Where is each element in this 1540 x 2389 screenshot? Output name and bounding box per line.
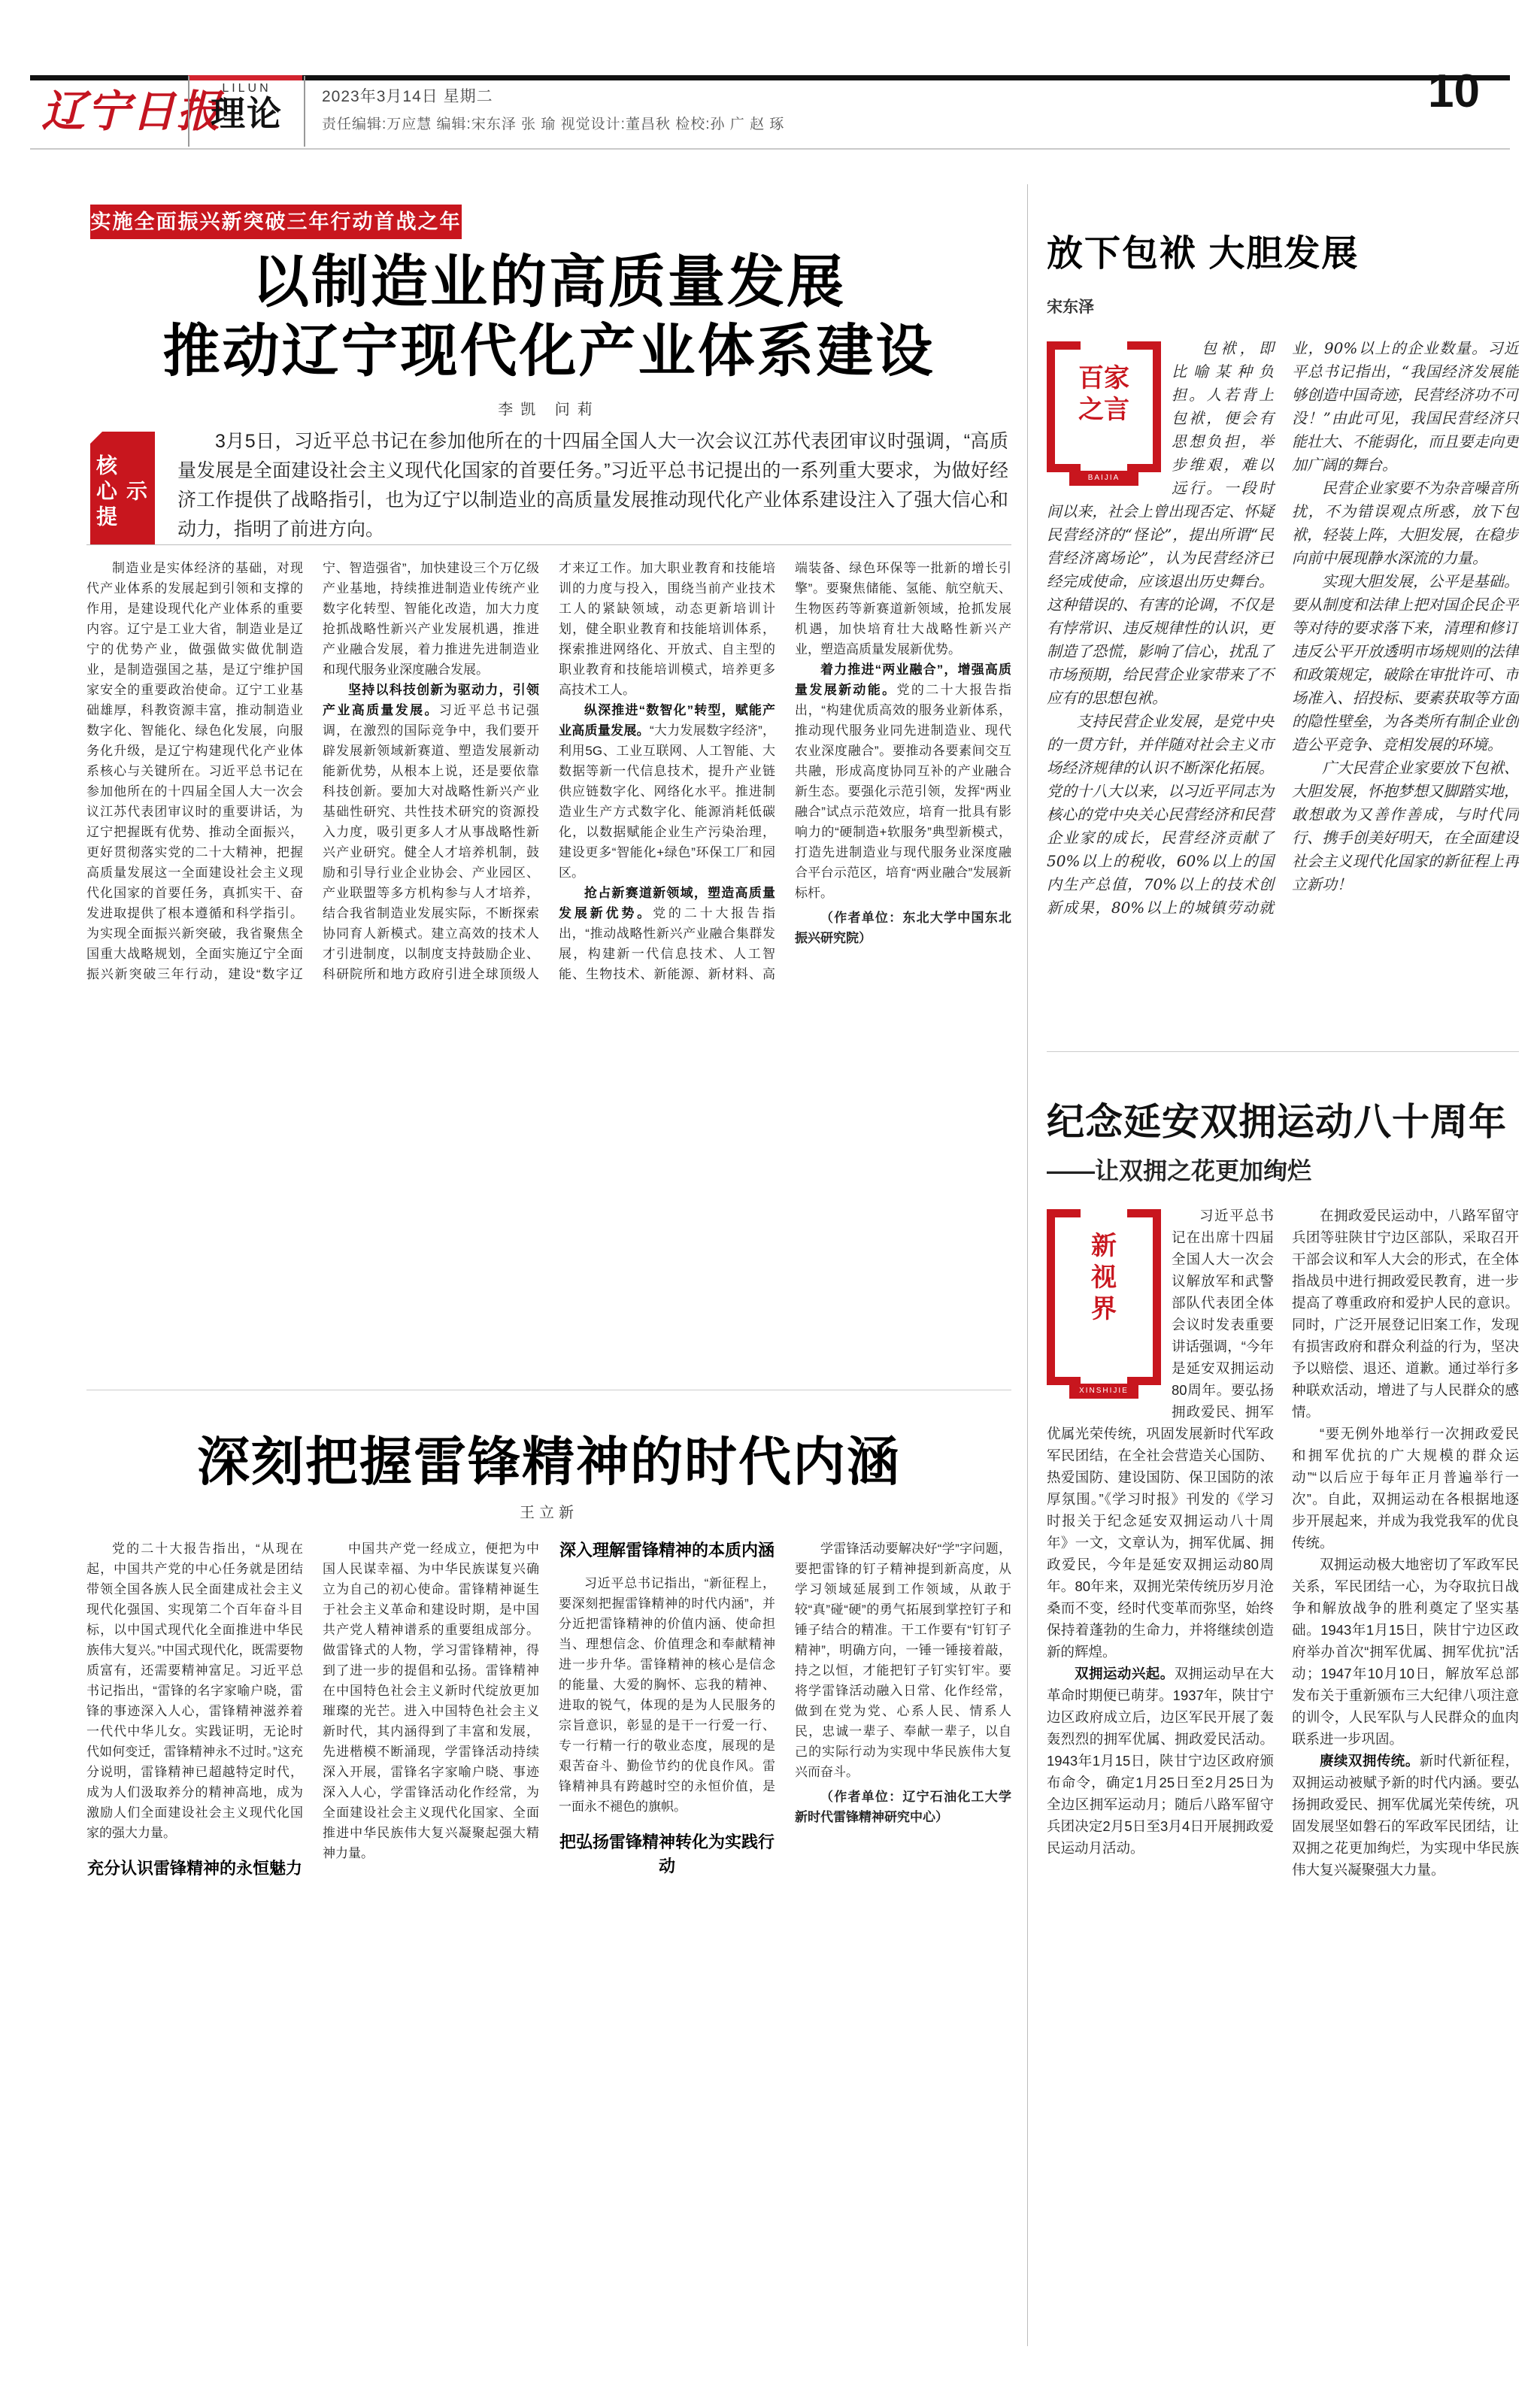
paragraph-with-bold-lead: 纵深推进“数智化”转型，赋能产业高质量发展。“大力发展数字经济”，利用5G、工业互联网、人工智能、大数据等新一代信息技术，提升产业链供应链数字化、网络化水平。推进制造业生产方式数字化、能源消耗低碳化，以数据赋能企业生产污染治理，建设更多“智能化+绿色”环保工厂和园区。 — [559, 703, 776, 880]
leifeng-article-body — [86, 1539, 1011, 2352]
baijia-article-body — [1047, 337, 1519, 985]
xinshijie-tag-badge — [1047, 1209, 1161, 1399]
section-name-en: LILUN — [222, 82, 271, 95]
paragraph: 民营企业家要不为杂音噪音所扰，不为错误观点所惑，放下包袱，轻装上阵，大胆发展，在稳步向前中展现静水深流的力量。 — [1292, 479, 1519, 567]
campaign-banner: 实施全面振兴新突破三年行动首战之年 — [90, 205, 462, 239]
rule-between-right-articles — [1047, 1051, 1519, 1052]
author-note: （作者单位：辽宁石油化工大学新时代雷锋精神研究中心） — [795, 1790, 1011, 1824]
baijia-article-byline: 宋东泽 — [1047, 299, 1094, 316]
paragraph: 双拥运动极大地密切了军政军民关系，军民团结一心，为夺取抗日战争和解放战争的胜利奠定了坚实基础。1943年1月15日，陕甘宁边区政府举办首次“拥军优属、拥军优抗”活动；1947年10月10日，解放军总部发布关于重新颁布三大纪律八项注意的训令，人民军队与人民群众的血肉联系进一步巩固。 — [1292, 1557, 1519, 1747]
xinshijie-tag-en: XINSHIJIE — [1069, 1384, 1138, 1399]
baijia-article-title: 放下包袱 大胆发展 — [1047, 234, 1360, 274]
paragraph: 党的二十大报告指出，“从现在起，中国共产党的中心任务就是团结带领全国各族人民全面建成社会主义现代化强国、实现第二个百年奋斗目标，以中国式现代化全面推进中华民族伟大复兴。”中国式现代化，既需要物质富有，还需要精神富足。习近平总书记指出，“雷锋的名字家喻户晓，雷锋的事迹深入人心，雷锋精神滋养着一代代中华儿女。实践证明，无论时代如何变迁，雷锋精神永不过时。”这充分说明，雷锋精神已超越特定时代，成为人们汲取养分的精神高地，成为激励人们全面建设社会主义现代化国家的强大力量。 — [86, 1542, 303, 1840]
shuangyong-article-subtitle: ——让双拥之花更加绚烂 — [1047, 1157, 1312, 1184]
paragraph: 广大民营企业家要放下包袱、大胆发展，怀抱梦想又脚踏实地，敢想敢为又善作善成，与时代同行、携手创美好明天，在全面建设社会主义现代化国家的新征程上再立新功！ — [1292, 759, 1519, 893]
paragraph-with-bold-lead: 着力推进“两业融合”，增强高质量发展新动能。党的二十大报告指出，“构建优质高效的服务业新体系，推动现代服务业同先进制造业、现代农业深度融合”。要推动各要素间交互共融，形成高度协同互补的产业融合新生态。要强化示范引领，发挥“两业融合”试点示范效应，培育一批具有影响力的“硬制造+软服务”典型新模式，打造先进制造业与现代服务业深度融合平台示范区，培育“两业融合”发展新标杆。 — [795, 662, 1011, 900]
xinshijie-tag-label: 新 视 界 — [1091, 1232, 1117, 1323]
column-divider-line — [1027, 184, 1028, 2346]
baijia-tag-en: BAIJIA — [1069, 471, 1138, 486]
core-tips-text: 3月5日，习近平总书记在参加他所在的十四届全国人大一次会议江苏代表团审议时强调，“高质量发展是全面建设社会主义现代化国家的首要任务。”习近平总书记提出的一系列重大要求，为做好经济工作提供了战略指引，也为辽宁以制造业的高质量发展推动现代化产业体系建设注入了强大信心和动力，指明了前进方向。 — [177, 431, 1008, 540]
column-subhead: 深入理解雷锋精神的本质内涵 — [559, 1541, 775, 1560]
paragraph: 学雷锋活动要解决好“学”字问题，要把雷锋的钉子精神提到新高度，从学习领域延展到工作领域，从敢于较“真”碰“硬”的勇气拓展到掌控钉子和锤子结合的精准。干工作要有“钉钉子精神”，明确方向，一锤一锤接着敲，持之以恒，才能把钉子钉实钉牢。要将学雷锋活动融入日常、化作经常，做到在党为党、心系人民、情系人民，忠诚一辈子、奉献一辈子，以自己的实际行动为实现中华民族伟大复兴而奋斗。 — [795, 1542, 1011, 1779]
main-article-byline: 李凯 问莉 — [498, 402, 600, 418]
baijia-tag-label: 百家 之言 — [1078, 364, 1129, 424]
shuangyong-article-body — [1047, 1205, 1519, 2344]
leifeng-article-title: 深刻把握雷锋精神的时代内涵 — [197, 1432, 901, 1491]
page-number: 10 — [1428, 65, 1480, 117]
paragraph: 中国共产党一经成立，便把为中国人民谋幸福、为中华民族谋复兴确立为自己的初心使命。雷锋精神诞生于社会主义革命和建设时期，是中国共产党人精神谱系的重要组成部分。做雷锋式的人物，学习雷锋精神，得到了进一步的提倡和弘扬。雷锋精神在中国特色社会主义新时代绽放更加璀璨的光芒。进入中国特色社会主义新时代，其内涵得到了丰富和发展，先进楷模不断涌现，学雷锋活动持续深入开展，雷锋名字家喻户晓、事迹深入人心，学雷锋活动化作经常，为全面建设社会主义现代化国家、全面推进中华民族伟大复兴凝聚起强大精神力量。 — [323, 1542, 539, 1860]
main-title-line2: 推动辽宁现代化产业体系建设 — [162, 320, 935, 384]
paragraph: 在拥政爱民运动中，八路军留守兵团等驻陕甘宁边区部队，采取召开干部会议和军人大会的形式，在全体指战员中进行拥政爱民教育，进一步提高了尊重政府和爱护人民的意识。同时，广泛开展登记旧案工作，发现有损害政府和群众利益的行为，坚决予以赔偿、退还、道歉。通过举行多种联欢活动，增进了与人民群众的感情。 — [1292, 1208, 1519, 1420]
main-title-line1: 以制造业的高质量发展 — [252, 250, 846, 314]
main-article-body — [86, 558, 1011, 1364]
editors-line: 责任编辑:万应慧 编辑:宋东泽 张 瑜 视觉设计:董昌秋 检校:孙 广 赵 琢 — [322, 117, 785, 132]
paragraph-with-bold-lead: 抢占新赛道新领域，塑造高质量发展新优势。党的二十大报告指出，“推动战略性新兴产业融合集群发展，构建新一代信息技术、人工智能、生物技术、新能源、新材料、高端装备、绿色环保等一批新的增长引擎”。要聚焦储能、氢能、航空航天、生物医药等新赛道新领域，抢抓发展机遇，加快培育壮大战略性新兴产业，塑造高质量发展新优势。 — [559, 561, 1011, 981]
rule-under-core-tips — [86, 544, 1011, 545]
paragraph-with-bold-lead: 赓续双拥传统。新时代新征程，双拥运动被赋予新的时代内涵。要弘扬拥政爱民、拥军优属光荣传统，巩固发展坚如磐石的军政军民团结，让双拥之花更加绚烂，为实现中华民族伟大复兴凝聚强大力量。 — [1292, 1753, 1519, 1878]
paragraph: 支持民营企业发展，是党中央的一贯方针，并伴随对社会主义市场经济规律的认识不断深化拓展。党的十八大以来，以习近平同志为核心的党中央关心民营经济和民营企业家的成长，民营经济贡献了50%以上的税收，60%以上的国内生产总值，70%以上的技术创新成果，80%以上的城镇劳动就业，90%以上的企业数量。习近平总书记指出，“我国经济发展能够创造中国奇迹，民营经济功不可没！”由此可见，我国民营经济只能壮大、不能弱化，而且要走向更加广阔的舞台。 — [1047, 339, 1519, 917]
core-tips-block — [90, 427, 1011, 544]
paragraph: “要无例外地举行一次拥政爱民和拥军优抗的广大规模的群众运动”“以后应于每年正月普遍举行一次”。自此，双拥运动在各根据地逐步开展起来，并成为我党我军的优良传统。 — [1292, 1426, 1519, 1551]
paragraph: 制造业是实体经济的基础，对现代产业体系的发展起到引领和支撑的作用，是建设现代化产业体系的重要内容。辽宁是工业大省，制造业是辽宁的优势产业，做强做实做优制造业，是制造强国之基，是辽宁维护国家安全的重要政治使命。辽宁工业基础雄厚，科教资源丰富，推动制造业数字化、智能化、绿色化发展，向服务化升级，是辽宁构建现代化产业体系核心与关键所在。习近平总书记在参加他所在的十四届全国人大一次会议江苏代表团审议时的重要讲话，为辽宁把握既有优势、推动全面振兴，更好贯彻落实党的二十大精神，把握高质量发展这一全面建设社会主义现代化国家的首要任务，真抓实干、奋发进取提供了根本遵循和科学指引。为实现全面振兴新突破，我省聚焦全国重大战略规划，全面实施辽宁全面振兴新突破三年行动，建设“数字辽宁、智造强省”，加快建设三个万亿级产业基地，持续推进制造业传统产业数字化转型、智能化改造，加大力度抢抓战略性新兴产业发展机遇，推进产业融合发展，着力推进先进制造业和现代服务业深度融合发展。 — [86, 561, 539, 981]
core-tips-badge — [90, 432, 155, 544]
baijia-tag-badge — [1047, 341, 1161, 486]
masthead-underline — [30, 148, 1510, 150]
leifeng-article-byline: 王立新 — [520, 1505, 578, 1521]
section-name-box — [188, 76, 305, 147]
paragraph: 实现大胆发展，公平是基础。要从制度和法律上把对国企民企平等对待的要求落下来，清理和修订违反公平开放透明市场规则的法律和政策规定，破除在审批许可、市场准入、招投标、要素获取等方面的隐性壁垒，为各类所有制企业创造公平竞争、竞相发展的环境。 — [1292, 572, 1519, 753]
paragraph: 习近平总书记指出，“新征程上，要深刻把握雷锋精神的时代内涵”，并分近把雷锋精神的价值内涵、使命担当、理想信念、价值理念和奉献精神进一步升华。雷锋精神的核心是信念的能量、大爱的胸怀、忘我的精神、进取的锐气，体现的是为人民服务的宗旨意识，彰显的是干一行爱一行、专一行精一行的敬业态度，展现的是艰苦奋斗、勤俭节约的优良作风。雷锋精神具有跨越时空的永恒价值，是一面永不褪色的旗帜。 — [559, 1576, 775, 1814]
column-subhead: 充分认识雷锋精神的永恒魅力 — [86, 1859, 302, 1878]
paragraph-with-bold-lead: 坚持以科技创新为驱动力，引领产业高质量发展。习近平总书记强调，在激烈的国际竞争中，我们要开辟发展新领域新赛道、塑造发展新动能新优势，从根本上说，还是要依靠科技创新。要加大对战略性新兴产业基础性研究、共性技术研究的资源投入力度，吸引更多人才从事战略性新兴产业研究。健全人才培养机制，鼓励和引导行业企业协会、产业园区、产业联盟等多方机构参与人才培养，结合我省制造业发展实际，不断探索协同育人新模式。建立高效的技术人才引进制度，以制度支持鼓励企业、科研院所和地方政府引进全球顶级人才来辽工作。加大职业教育和技能培训的力度与投入，围绕当前产业技术工人的紧缺领域，动态更新培训计划，健全职业教育和技能培训体系，探索推进网络化、开放式、自主型的职业教育和技能培训模式，培养更多高技术工人。 — [323, 561, 775, 981]
newspaper-logo: 辽宁日报 — [41, 86, 223, 137]
column-subhead: 把弘扬雷锋精神转化为实践行动 — [559, 1833, 775, 1875]
section-name-cn: 理论 — [211, 94, 283, 133]
paragraph-with-bold-lead: 双拥运动兴起。双拥运动早在大革命时期便已萌芽。1937年，陕甘宁边区政府成立后，边区军民开展了轰轰烈烈的拥军优属、拥政爱民活动。1943年1月15日，陕甘宁边区政府颁布命令，确定1月25日至2月25日为全边区拥军运动月；随后八路军留守兵团决定2月5日至3月4日开展拥政爱民运动月活动。 — [1047, 1666, 1274, 1856]
shuangyong-article-title: 纪念延安双拥运动八十周年 — [1047, 1101, 1507, 1143]
date-line: 2023年3月14日 星期二 — [322, 88, 493, 105]
author-note: （作者单位：东北大学中国东北振兴研究院） — [795, 911, 1011, 945]
paragraph: 包袱，即比喻某种负担。人若背上包袱，便会有思想负担，举步维艰，难以远行。一段时间以来，社会上曾出现否定、怀疑民营经济的“怪论”，提出所谓“民营经济离场论”，认为民营经济已经完成使命，应该退出历史舞台。这种错误的、有害的论调，不仅是有悖常识、违反规律性的认识，更制造了恐慌，影响了信心，扰乱了市场预期，给民营企业家带来了不应有的思想包袱。 — [1047, 339, 1274, 707]
main-article-title — [86, 248, 1011, 387]
paragraph: 习近平总书记在出席十四届全国人大一次会议解放军和武警部队代表团全体会议时发表重要讲话强调，“今年是延安双拥运动80周年。要弘扬拥政爱民、拥军优属光荣传统，巩固发展新时代军政军民团结，在全社会营造关心国防、热爱国防、建设国防、保卫国防的浓厚氛围。”《学习时报》刊发的《学习时报关于纪念延安双拥运动八十周年》一文，文章认为，拥军优属、拥政爱民，今年是延安双拥运动80周年。80年来，双拥光荣传统历岁月沧桑而不变，经时代变革而弥坚，始终保持着蓬勃的生命力，并将继续创造新的辉煌。 — [1047, 1208, 1274, 1660]
core-tips-badge-label: 核心提示 — [94, 454, 147, 531]
